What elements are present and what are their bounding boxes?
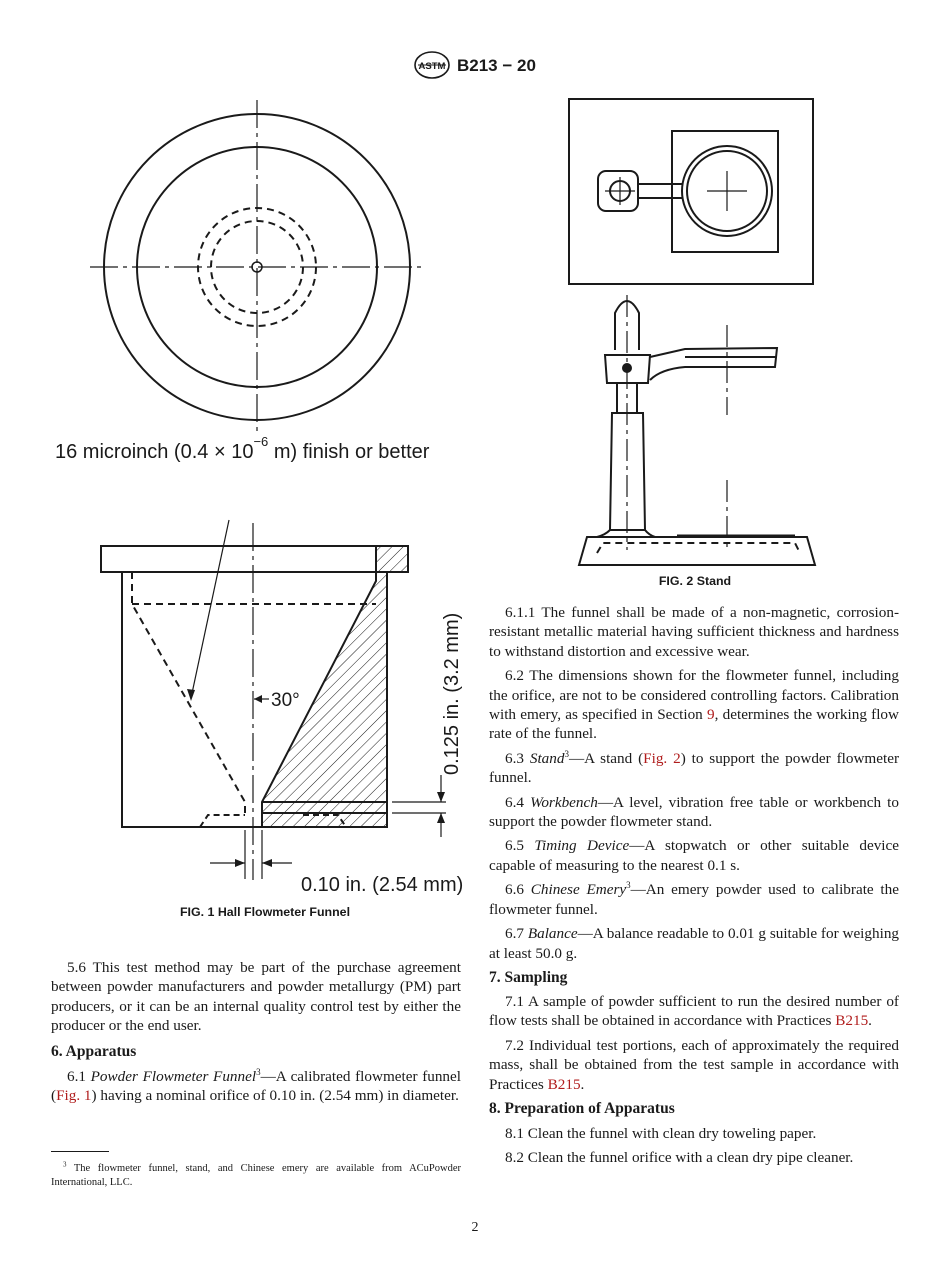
para-6-6-num: 6.6: [505, 881, 531, 899]
heading-8-preparation: 8. Preparation of Apparatus: [489, 1099, 675, 1117]
fig1-link[interactable]: Fig. 1: [56, 1087, 92, 1105]
para-6-3-num: 6.3: [505, 749, 530, 767]
fig1-caption: FIG. 1 Hall Flowmeter Funnel: [179, 905, 351, 919]
para-6-2-text-a: 6.2 The dimensions shown for the flowmeter funnel, including the orifice, are not to be considered controlling factors. Calibration with emery, as specified in Section: [489, 667, 899, 724]
para-6-3-sup: 3: [564, 748, 569, 759]
para-6-6-term: Chinese Emery: [530, 881, 627, 899]
para-6-7-term: Balance: [527, 925, 578, 943]
fig1-drawing: [40, 95, 490, 905]
para-6-1: [51, 1067, 461, 1106]
para-6-5-num: 6.5: [505, 837, 535, 855]
astm-logo-text: ASTM: [418, 61, 446, 72]
para-7-1: [489, 992, 899, 1031]
left-column: [51, 958, 461, 1105]
para-6-1-term: Powder Flowmeter Funnel: [90, 1067, 257, 1085]
heading-7-sampling: 7. Sampling: [489, 968, 568, 986]
standard-designation: B213 − 20: [457, 56, 536, 75]
para-6-3-term: Stand: [529, 749, 565, 767]
astm-logo: [413, 50, 451, 80]
heading-6-apparatus: 6. Apparatus: [51, 1042, 137, 1060]
para-6-6-text: —An emery powder used to calibrate the flowmeter funnel.: [489, 881, 899, 918]
finish-note-exp: −6: [253, 434, 269, 450]
para-7-2-text-a: 7.2 Individual test portions, each of approximately the required mass, shall be obtained from the test sample in accordance with Practices: [489, 1036, 899, 1093]
para-6-4-term: Workbench: [530, 793, 598, 811]
footnote-rule: [51, 1151, 109, 1152]
para-6-6-sup: 3: [626, 880, 631, 891]
para-6-5-text: —A stopwatch or other suitable device capable of measuring to the nearest 0.1 s.: [489, 837, 900, 874]
para-7-1-text-b: .: [868, 1012, 872, 1030]
stand-base: [579, 537, 815, 565]
b215-link-2[interactable]: B215: [547, 1075, 581, 1093]
funnel-top-inner-circle: [137, 147, 377, 387]
para-6-1-text-b: ) having a nominal orifice of 0.10 in. (2.54 mm) in diameter.: [91, 1087, 459, 1105]
fig2-drawing: [565, 95, 825, 573]
para-6-7-text: —A balance readable to 0.01 g suitable for weighing at least 50.0 g.: [489, 925, 900, 962]
finish-note-pre: 16 microinch (0.4 × 10: [55, 441, 254, 463]
section-9-link[interactable]: 9: [707, 706, 715, 724]
funnel-rim: [101, 546, 408, 572]
para-8-1: 8.1 Clean the funnel with clean dry toweling paper.: [505, 1124, 817, 1142]
para-7-2: [489, 1036, 899, 1094]
para-5-6: 5.6 This test method may be part of the purchase agreement between powder manufacturers and powder metallurgy (PM) part producers, or it can be an internal quality control test by either the producer or the end user.: [51, 959, 461, 1035]
para-6-4-text: —A level, vibration free table or workbench to support the powder flowmeter stand.: [489, 793, 899, 831]
fig1-angle-label: 30°: [271, 690, 300, 711]
page-header: [0, 56, 950, 82]
para-6-3-text-b: ) to support the powder flowmeter funnel.: [489, 749, 900, 787]
fig1-height-label: 0.125 in. (3.2 mm): [441, 612, 463, 775]
fig1-finish-note: [55, 434, 430, 464]
para-6-3-text-a: —A stand (: [568, 749, 644, 767]
footnote-3: [51, 1162, 461, 1190]
right-column: [489, 603, 899, 1168]
fig2-link[interactable]: Fig. 2: [643, 749, 681, 767]
footnote-3-text: The flowmeter funnel, stand, and Chinese emery are available from ACuPowder International, LLC.: [51, 1163, 461, 1188]
fig2-caption: FIG. 2 Stand: [658, 574, 732, 588]
para-6-4-num: 6.4: [505, 793, 531, 811]
para-6-2: [489, 666, 899, 744]
page-number: 2: [471, 1220, 479, 1235]
para-6-4: [489, 793, 899, 832]
footnote-3-sup: 3: [63, 1160, 67, 1169]
para-6-5-term: Timing Device: [534, 837, 630, 855]
para-7-2-text-b: .: [580, 1075, 585, 1093]
b215-link-1[interactable]: B215: [835, 1012, 869, 1030]
para-6-1-text-a: —A calibrated flowmeter funnel (: [51, 1067, 461, 1105]
funnel-top-dashed-outer: [198, 208, 316, 326]
para-7-1-text-a: 7.1 A sample of powder sufficient to run the desired number of flow tests shall be obtained in accordance with Practices: [489, 992, 899, 1030]
para-6-7: [489, 924, 899, 963]
para-8-2: 8.2 Clean the funnel orifice with a clean dry pipe cleaner.: [505, 1149, 854, 1167]
para-6-5: [489, 836, 899, 875]
fig1-orifice-label: 0.10 in. (2.54 mm): [301, 874, 464, 896]
para-6-1-num: 6.1: [67, 1067, 91, 1085]
para-6-6: [489, 880, 899, 919]
para-6-3: [489, 749, 899, 788]
stand-arm: [650, 348, 777, 380]
para-6-7-num: 6.7: [505, 925, 528, 943]
para-6-2-text-b: , determines the working flow rate of the funnel.: [489, 706, 899, 743]
para-6-1-sup: 3: [256, 1066, 261, 1077]
finish-note-post: m) finish or better: [268, 441, 430, 463]
para-6-1-1: 6.1.1 The funnel shall be made of a non-magnetic, corrosion-resistant metallic material having sufficient thickness and hardness to withstand distortion and excessive wear.: [489, 604, 899, 660]
funnel-rim-hatch: [376, 546, 408, 572]
